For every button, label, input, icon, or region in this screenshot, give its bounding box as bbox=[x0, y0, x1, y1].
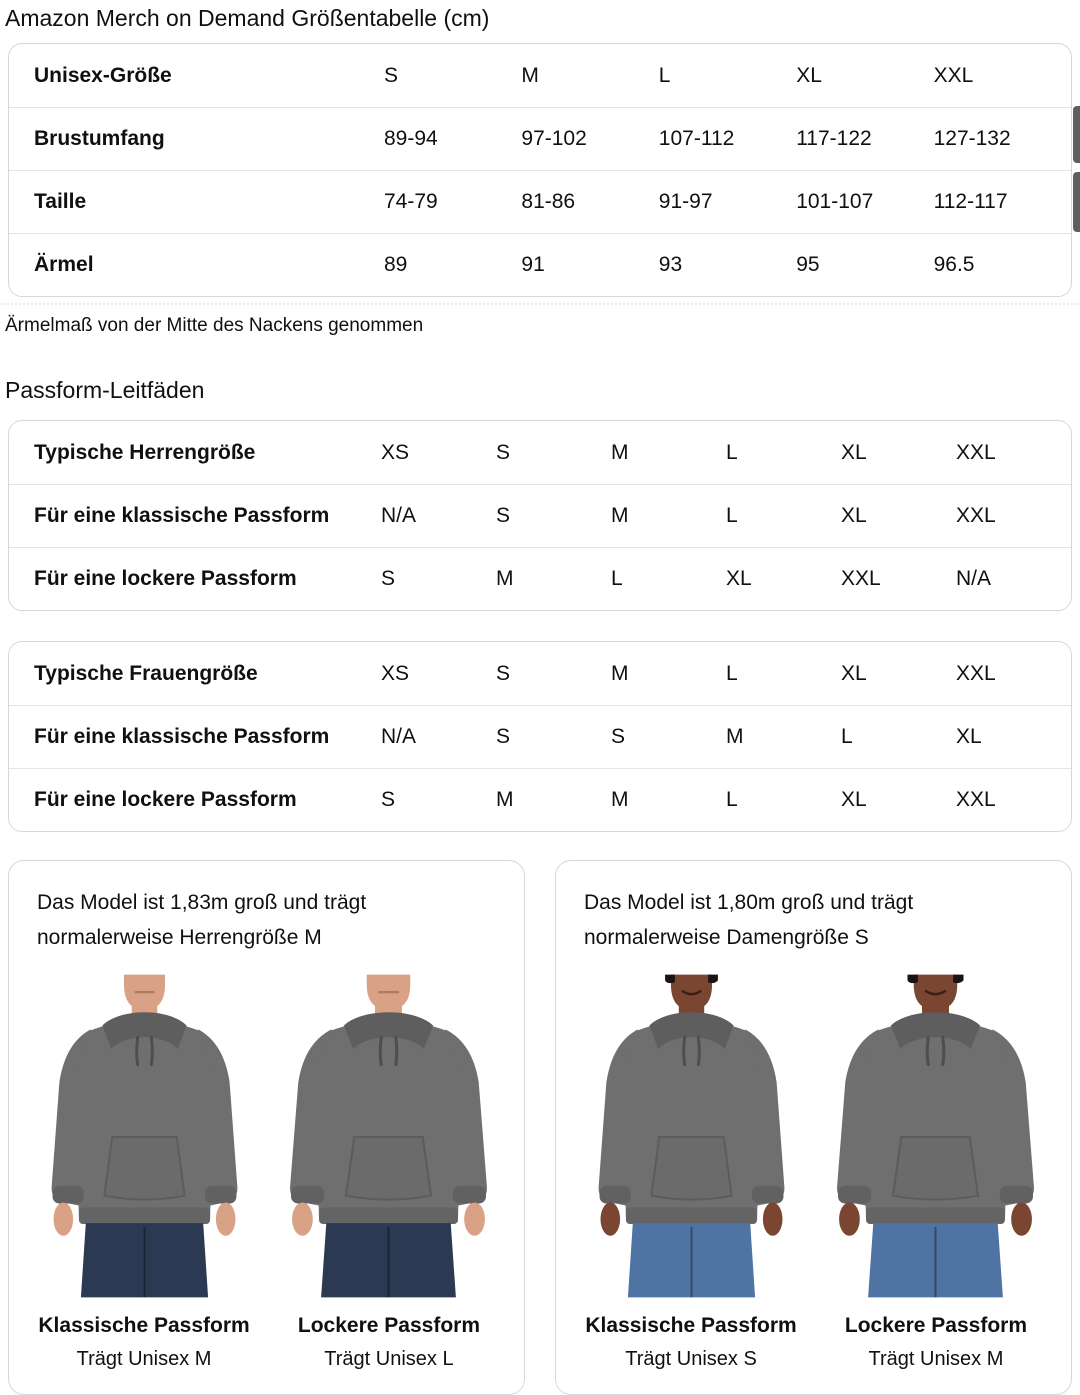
fit-caption: Klassische Passform bbox=[38, 1314, 250, 1337]
cell-value: S bbox=[496, 504, 511, 527]
size-caption: Trägt Unisex M bbox=[868, 1348, 1004, 1370]
row-label: Für eine klassische Passform bbox=[34, 725, 330, 748]
column-header: L bbox=[658, 63, 671, 87]
column-header: XXL bbox=[956, 440, 996, 464]
column-header: S bbox=[496, 661, 511, 685]
model-photo-male-classic bbox=[31, 971, 257, 1301]
fit-guides-heading: Passform-Leitfäden bbox=[5, 377, 205, 403]
cell-value: S bbox=[381, 567, 396, 590]
figure-row bbox=[578, 971, 1049, 1372]
cell-value: 107-112 bbox=[658, 127, 735, 150]
loose-fit-figure bbox=[276, 971, 502, 1372]
cell-value: M bbox=[496, 788, 514, 811]
hoodie-model-illustration bbox=[32, 971, 257, 1301]
cell-value: L bbox=[611, 567, 623, 590]
female-model-card bbox=[555, 860, 1072, 1395]
table-row-sleeve bbox=[9, 233, 1071, 296]
cell-value: 81-86 bbox=[521, 190, 576, 213]
row-label: Für eine lockere Passform bbox=[34, 788, 297, 811]
size-caption: Trägt Unisex L bbox=[324, 1348, 454, 1370]
cell-value: S bbox=[381, 788, 396, 811]
row-label: Brustumfang bbox=[34, 127, 165, 150]
cell-value: M bbox=[726, 725, 744, 748]
model-photo-female-classic bbox=[578, 971, 804, 1301]
sleeve-measure-note: Ärmelmaß von der Mitte des Nackens genommen bbox=[5, 315, 424, 336]
cell-value: M bbox=[496, 567, 514, 590]
cell-value: 117-122 bbox=[796, 127, 872, 150]
column-header: L bbox=[726, 440, 738, 464]
row-label: Ärmel bbox=[34, 253, 94, 276]
table-header-label: Typische Herrengröße bbox=[34, 440, 256, 464]
cell-value: L bbox=[726, 788, 738, 811]
table-header-row bbox=[9, 642, 1071, 705]
table-row-classic-fit bbox=[9, 705, 1071, 768]
cell-value: XL bbox=[841, 504, 867, 527]
size-caption: Trägt Unisex S bbox=[625, 1348, 757, 1370]
column-header: XL bbox=[796, 63, 822, 87]
column-header: XS bbox=[381, 440, 410, 464]
cell-value: M bbox=[611, 788, 629, 811]
column-header: XL bbox=[841, 661, 867, 685]
loose-fit-figure bbox=[823, 971, 1049, 1372]
cell-value: XL bbox=[841, 788, 867, 811]
cell-value: N/A bbox=[956, 567, 992, 590]
hoodie-model-illustration bbox=[579, 971, 804, 1301]
cell-value: 89 bbox=[384, 253, 408, 276]
cell-value: XXL bbox=[956, 504, 996, 527]
table-row-loose-fit bbox=[9, 768, 1071, 831]
cell-value: 95 bbox=[796, 253, 820, 276]
column-header: M bbox=[611, 440, 629, 464]
cell-value: L bbox=[841, 725, 853, 748]
table-header-label: Unisex-Größe bbox=[34, 63, 172, 87]
cell-value: 91 bbox=[521, 253, 545, 276]
column-header: S bbox=[384, 63, 399, 87]
cell-value: 93 bbox=[658, 253, 683, 276]
model-description: Das Model ist 1,83m groß und trägt normalerweise Herrengröße M bbox=[37, 891, 367, 949]
table-header-row bbox=[9, 421, 1071, 484]
size-caption: Trägt Unisex M bbox=[76, 1348, 212, 1370]
cell-value: 101-107 bbox=[796, 190, 874, 213]
row-label: Für eine klassische Passform bbox=[34, 504, 330, 527]
model-photo-male-loose bbox=[276, 971, 502, 1301]
figure-row bbox=[31, 971, 502, 1372]
model-cards-section bbox=[8, 860, 1072, 1395]
cell-value: S bbox=[496, 725, 511, 748]
page-title: Amazon Merch on Demand Größentabelle (cm) bbox=[5, 5, 490, 31]
table-row-waist bbox=[9, 170, 1071, 233]
row-label: Taille bbox=[34, 190, 87, 213]
table-header-row bbox=[9, 44, 1071, 107]
table-row-loose-fit bbox=[9, 547, 1071, 610]
scrollbar-thumb[interactable] bbox=[1073, 172, 1080, 232]
cell-value: N/A bbox=[381, 504, 417, 527]
table-row-classic-fit bbox=[9, 484, 1071, 547]
row-label: Für eine lockere Passform bbox=[34, 567, 297, 590]
column-header: M bbox=[611, 661, 629, 685]
fit-caption: Klassische Passform bbox=[585, 1314, 797, 1337]
column-header: XXL bbox=[933, 63, 974, 87]
cell-value: 96.5 bbox=[933, 253, 975, 276]
column-header: M bbox=[521, 63, 539, 87]
hoodie-model-illustration bbox=[817, 971, 1056, 1301]
column-header: XXL bbox=[956, 661, 996, 685]
cell-value: 97-102 bbox=[521, 127, 587, 150]
cell-value: XXL bbox=[841, 567, 881, 590]
male-model-card bbox=[8, 860, 525, 1395]
divider bbox=[0, 303, 1080, 305]
cell-value: XXL bbox=[956, 788, 996, 811]
cell-value: L bbox=[726, 504, 738, 527]
cell-value: XL bbox=[726, 567, 752, 590]
unisex-size-table bbox=[8, 43, 1072, 297]
column-header: XS bbox=[381, 661, 410, 685]
column-header: S bbox=[496, 440, 511, 464]
table-row-chest bbox=[9, 107, 1071, 170]
scrollbar-thumb[interactable] bbox=[1073, 106, 1080, 163]
cell-value: S bbox=[611, 725, 626, 748]
cell-value: N/A bbox=[381, 725, 417, 748]
cell-value: 127-132 bbox=[933, 127, 1011, 150]
hoodie-model-illustration bbox=[270, 971, 509, 1301]
fit-caption: Lockere Passform bbox=[844, 1314, 1027, 1337]
table-header-label: Typische Frauengröße bbox=[34, 661, 258, 685]
classic-fit-figure bbox=[578, 971, 804, 1372]
model-photo-female-loose bbox=[823, 971, 1049, 1301]
womens-fit-table bbox=[8, 641, 1072, 832]
fit-caption: Lockere Passform bbox=[297, 1314, 480, 1337]
cell-value: 91-97 bbox=[658, 190, 713, 213]
column-header: XL bbox=[841, 440, 867, 464]
cell-value: M bbox=[611, 504, 629, 527]
mens-fit-table bbox=[8, 420, 1072, 611]
cell-value: 74-79 bbox=[384, 190, 438, 213]
column-header: L bbox=[726, 661, 738, 685]
model-description: Das Model ist 1,80m groß und trägt normalerweise Damengröße S bbox=[584, 891, 914, 949]
classic-fit-figure bbox=[31, 971, 257, 1372]
cell-value: 89-94 bbox=[384, 127, 438, 150]
cell-value: XL bbox=[956, 725, 982, 748]
cell-value: 112-117 bbox=[933, 190, 1008, 213]
